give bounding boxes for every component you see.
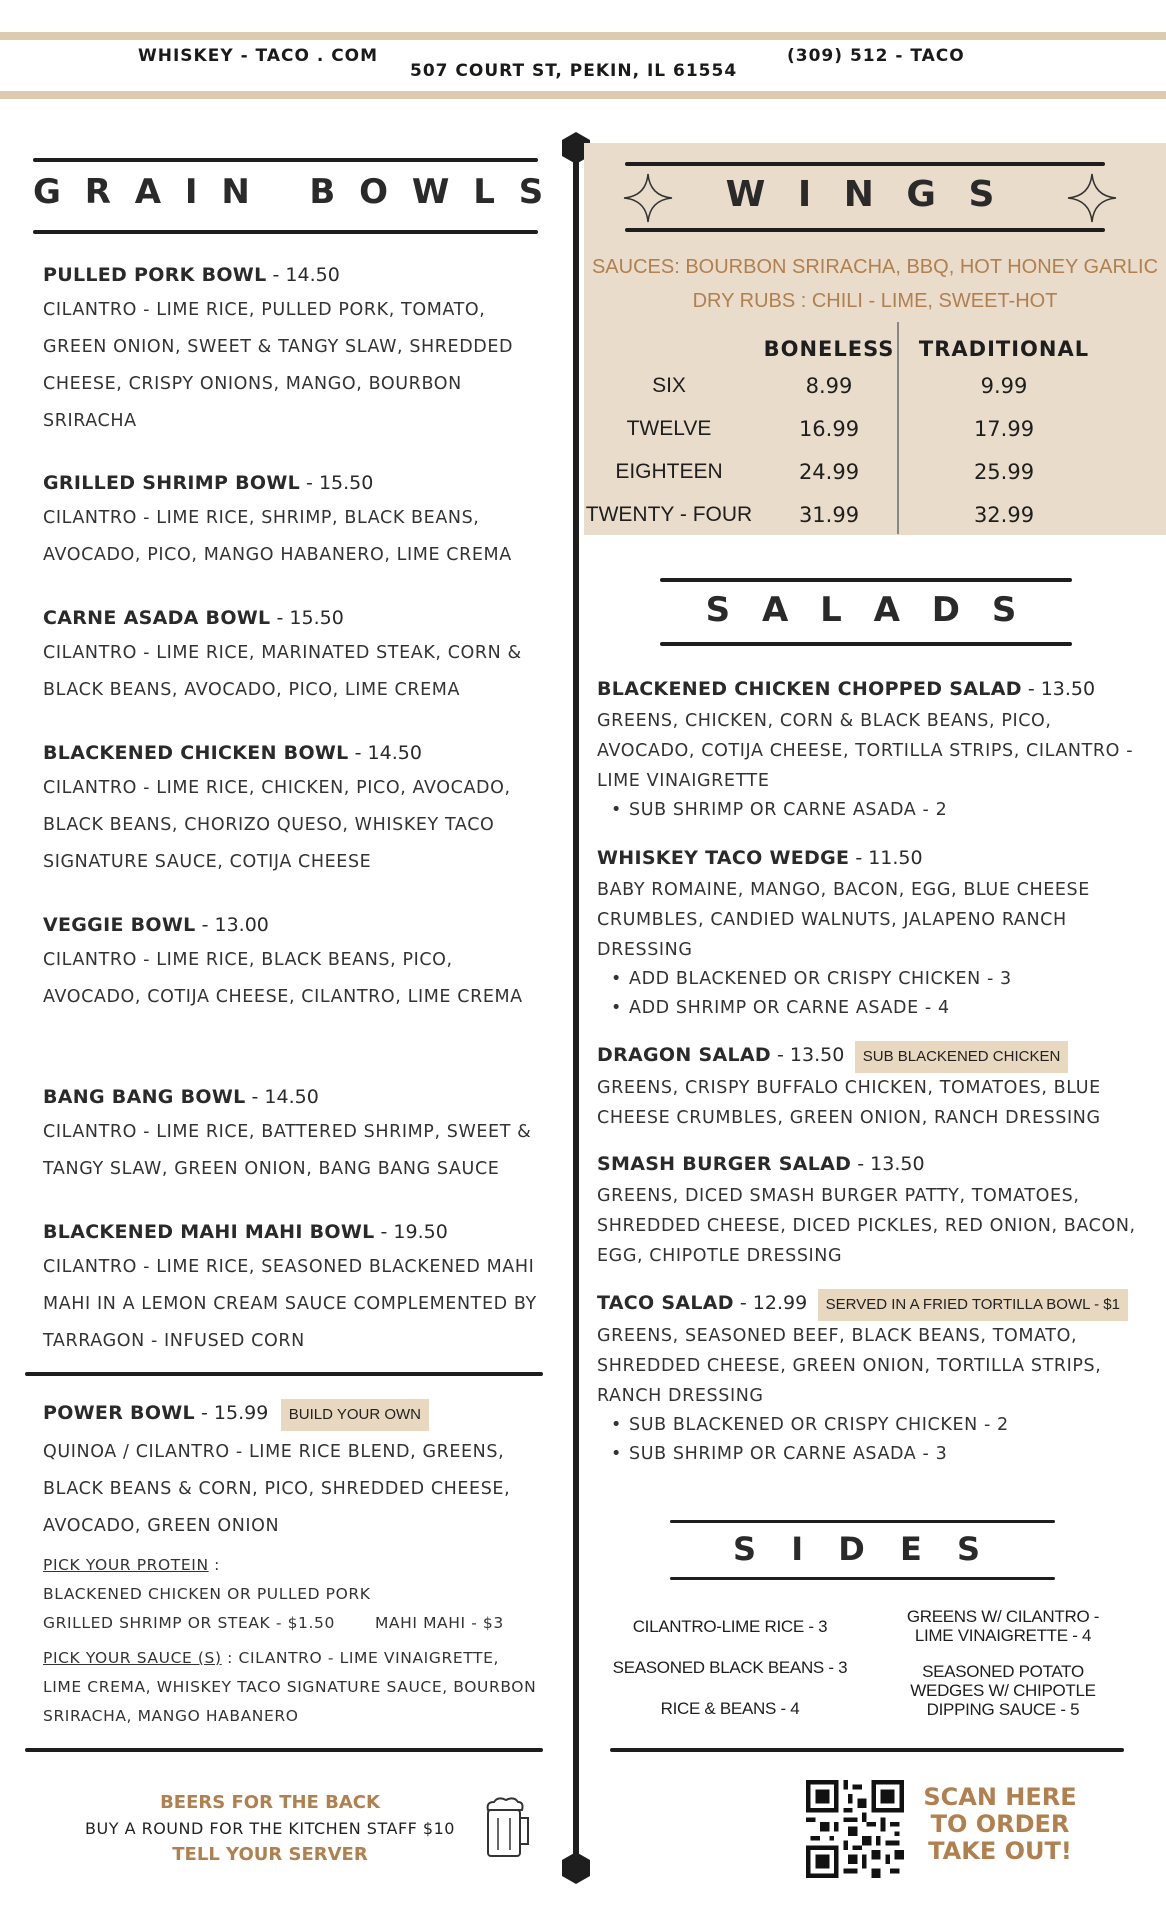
item-name: DRAGON SALAD (597, 1044, 771, 1066)
item-price: - 14.50 (348, 742, 422, 764)
item-price: - 13.50 (851, 1153, 925, 1175)
item-price: - 14.50 (266, 264, 340, 286)
item-options (597, 796, 1152, 825)
item-price: - 19.50 (374, 1221, 448, 1243)
sauce-text: : CILANTRO - LIME VINAIGRETTE, LIME CREMA, WHISKEY TACO SIGNATURE SAUCE, BOURBON SRIRACHA, MANGO HABANERO (43, 1648, 537, 1725)
sides-right-column (893, 1607, 1113, 1719)
address: 507 COURT ST, PEKIN, IL 61554 (410, 61, 738, 81)
item-price: - 15.99 (194, 1402, 269, 1424)
option: • SUB SHRIMP OR CARNE ASADA - 3 (597, 1440, 1152, 1469)
item-desc: CILANTRO - LIME RICE, MARINATED STEAK, CORN & BLACK BEANS, AVOCADO, PICO, LIME CREMA (43, 643, 522, 700)
bowl-item (43, 1082, 548, 1217)
protein-line-mahi: MAHI MAHI - $3 (374, 1613, 504, 1632)
option: • SUB BLACKENED OR CRISPY CHICKEN - 2 (597, 1411, 1152, 1440)
sides-title: S I D E S (733, 1530, 992, 1568)
item-price: - 13.00 (195, 914, 269, 936)
item-price: - 13.50 (770, 1044, 845, 1066)
scan-line: SCAN HERE (923, 1783, 1077, 1811)
item-desc: CILANTRO - LIME RICE, BATTERED SHRIMP, SWEET & TANGY SLAW, GREEN ONION, BANG BANG SAUCE (43, 1122, 532, 1179)
wing-size: EIGHTEEN (615, 459, 723, 483)
item-name: BLACKENED MAHI MAHI BOWL (43, 1221, 375, 1243)
grain-bowls-rule-top (33, 158, 538, 162)
item-options (597, 1411, 1152, 1469)
wings-sauces: SAUCES: BOURBON SRIRACHA, BBQ, HOT HONEY GARLIC (591, 256, 1159, 278)
qr-code-icon[interactable] (806, 1780, 904, 1878)
beer-mug-icon (482, 1796, 532, 1860)
sides-rule-bottom (670, 1577, 1055, 1580)
traditional-price: 25.99 (973, 459, 1035, 484)
col-size (584, 334, 754, 364)
bowl-item (43, 738, 548, 910)
boneless-price: 8.99 (805, 373, 853, 398)
item-name: POWER BOWL (43, 1402, 195, 1424)
sub-blackened-chicken-tag: SUB BLACKENED CHICKEN (855, 1041, 1069, 1073)
traditional-price: 9.99 (980, 373, 1028, 398)
protein-line: GRILLED SHRIMP OR STEAK - $1.50 (43, 1613, 335, 1632)
item-name: SMASH BURGER SALAD (597, 1153, 852, 1175)
traditional-price: 32.99 (973, 502, 1035, 527)
left-bottom-divider (25, 1748, 543, 1752)
salad-item (597, 1040, 1152, 1149)
option: • SUB SHRIMP OR CARNE ASADA - 2 (597, 796, 1152, 825)
item-price: - 12.99 (733, 1292, 808, 1314)
sauce-options (43, 1644, 543, 1731)
sauce-label: PICK YOUR SAUCE (S) (43, 1648, 222, 1667)
wings-dry-rubs: DRY RUBS : CHILI - LIME, SWEET-HOT (692, 290, 1058, 312)
col-boneless: BONELESS (763, 337, 895, 361)
wings-rule-top (625, 162, 1105, 166)
sparkle-right-icon (1066, 172, 1118, 224)
grain-bowls-list (43, 260, 548, 1360)
beers-cta: TELL YOUR SERVER (172, 1844, 368, 1865)
side-item: CILANTRO-LIME RICE - 3 (632, 1617, 828, 1636)
item-desc: GREENS, SEASONED BEEF, BLACK BEANS, TOMATO, SHREDDED CHEESE, GREEN ONION, TORTILLA STRIPS, RANCH DRESSING (597, 1325, 1102, 1406)
salad-item (597, 1149, 1152, 1288)
traditional-price: 17.99 (973, 416, 1035, 441)
item-name: BLACKENED CHICKEN BOWL (43, 742, 349, 764)
item-price: - 13.50 (1021, 678, 1096, 700)
item-price: - 14.50 (245, 1086, 319, 1108)
item-desc: QUINOA / CILANTRO - LIME RICE BLEND, GREENS, BLACK BEANS & CORN, PICO, SHREDDED CHEESE, AVOCADO, GREEN ONION (43, 1441, 511, 1536)
side-item: SEASONED BLACK BEANS - 3 (612, 1658, 848, 1677)
salads-rule-bottom (660, 642, 1072, 646)
wing-size: TWENTY - FOUR (585, 502, 753, 526)
website-link[interactable]: WHISKEY - TACO . COM (138, 46, 379, 66)
grain-bowls-title: G R A I N B O W L S (33, 172, 550, 212)
item-desc: CILANTRO - LIME RICE, SEASONED BLACKENED MAHI MAHI IN A LEMON CREAM SAUCE COMPLEMENTED BY TARRAGON - INFUSED CORN (43, 1257, 537, 1351)
salads-title: S A L A D S (705, 590, 1027, 630)
wing-size: TWELVE (626, 416, 712, 440)
salad-item (597, 1288, 1152, 1469)
wings-row (584, 450, 1104, 493)
item-price: - 15.50 (270, 607, 344, 629)
item-name: GRILLED SHRIMP BOWL (43, 472, 301, 494)
beers-title: BEERS FOR THE BACK (160, 1792, 380, 1813)
item-price: - 11.50 (849, 847, 923, 869)
item-desc: CILANTRO - LIME RICE, SHRIMP, BLACK BEANS, AVOCADO, PICO, MANGO HABANERO, LIME CREMA (43, 508, 512, 565)
scan-line: TO ORDER (930, 1810, 1070, 1838)
tortilla-bowl-tag: SERVED IN A FRIED TORTILLA BOWL - $1 (818, 1289, 1128, 1321)
side-item: SEASONED POTATO WEDGES W/ CHIPOTLE DIPPING SAUCE - 5 (910, 1662, 1096, 1719)
wings-title: W I N G S (725, 174, 1005, 215)
item-price: - 15.50 (300, 472, 374, 494)
protein-line: BLACKENED CHICKEN OR PULLED PORK (43, 1584, 371, 1603)
right-bottom-divider (610, 1748, 1124, 1752)
protein-options (43, 1551, 548, 1638)
wings-row (584, 407, 1104, 450)
phone[interactable]: (309) 512 - TACO (787, 46, 965, 66)
wing-size: SIX (652, 373, 686, 397)
protein-label: PICK YOUR PROTEIN (43, 1555, 209, 1574)
sides-rule-top (670, 1520, 1055, 1523)
item-name: VEGGIE BOWL (43, 914, 196, 936)
bowl-item (43, 603, 548, 738)
boneless-price: 24.99 (798, 459, 860, 484)
salads-rule-top (660, 578, 1072, 582)
header-top-bar (0, 32, 1166, 40)
item-name: PULLED PORK BOWL (43, 264, 267, 286)
item-desc: GREENS, DICED SMASH BURGER PATTY, TOMATOES, SHREDDED CHEESE, DICED PICKLES, RED ONION, BACON, EGG, CHIPOTLE DRESSING (597, 1186, 1136, 1266)
power-bowl-section (43, 1398, 548, 1731)
divider-bottom-hex (562, 1852, 590, 1884)
boneless-price: 31.99 (798, 502, 860, 527)
power-bowl-divider (25, 1372, 543, 1376)
scan-line: TAKE OUT! (928, 1837, 1072, 1865)
side-item: RICE & BEANS - 4 (660, 1699, 800, 1718)
wings-row (584, 364, 1104, 407)
scan-to-order[interactable] (920, 1784, 1080, 1865)
item-options (597, 965, 1152, 1023)
center-divider (573, 140, 579, 1860)
item-desc: GREENS, CRISPY BUFFALO CHICKEN, TOMATOES, BLUE CHEESE CRUMBLES, GREEN ONION, RANCH DRESSING (597, 1077, 1101, 1128)
grain-bowls-rule-bottom (33, 230, 538, 234)
salad-item (597, 843, 1152, 1040)
item-name: BANG BANG BOWL (43, 1086, 246, 1108)
bowl-item (43, 1217, 548, 1360)
side-item: GREENS W/ CILANTRO - LIME VINAIGRETTE - 4 (906, 1607, 1100, 1645)
beers-line: BUY A ROUND FOR THE KITCHEN STAFF $10 (85, 1819, 455, 1838)
sides-left-column (595, 1606, 865, 1729)
option: • ADD BLACKENED OR CRISPY CHICKEN - 3 (597, 965, 1152, 994)
wings-rule-bottom (625, 228, 1105, 232)
item-name: CARNE ASADA BOWL (43, 607, 271, 629)
wings-row (584, 493, 1104, 536)
salads-list (597, 674, 1152, 1469)
bowl-item (43, 910, 548, 1082)
item-name: TACO SALAD (597, 1292, 734, 1314)
item-desc: CILANTRO - LIME RICE, BLACK BEANS, PICO, AVOCADO, COTIJA CHEESE, CILANTRO, LIME CREMA (43, 950, 523, 1007)
wings-price-table (584, 334, 1104, 536)
item-desc: BABY ROMAINE, MANGO, BACON, EGG, BLUE CHEESE CRUMBLES, CANDIED WALNUTS, JALAPENO RANCH DRESSING (597, 880, 1090, 960)
salad-item (597, 674, 1152, 843)
boneless-price: 16.99 (798, 416, 860, 441)
col-traditional: TRADITIONAL (918, 337, 1090, 361)
item-name: WHISKEY TACO WEDGE (597, 847, 850, 869)
item-desc: CILANTRO - LIME RICE, PULLED PORK, TOMATO, GREEN ONION, SWEET & TANGY SLAW, SHREDDED CHEESE, CRISPY ONIONS, MANGO, BOURBON SRIRACHA (43, 300, 514, 431)
item-desc: GREENS, CHICKEN, CORN & BLACK BEANS, PICO, AVOCADO, COTIJA CHEESE, TORTILLA STRIPS, CILANTRO - LIME VINAIGRETTE (597, 711, 1134, 791)
build-your-own-tag: BUILD YOUR OWN (281, 1399, 429, 1431)
item-name: BLACKENED CHICKEN CHOPPED SALAD (597, 678, 1022, 700)
beers-section (60, 1790, 480, 1868)
item-desc: CILANTRO - LIME RICE, CHICKEN, PICO, AVOCADO, BLACK BEANS, CHORIZO QUESO, WHISKEY TACO SIGNATURE SAUCE, COTIJA CHEESE (43, 778, 511, 872)
header-bottom-bar (0, 91, 1166, 99)
option: • ADD SHRIMP OR CARNE ASADE - 4 (597, 994, 1152, 1023)
bowl-item (43, 260, 548, 468)
bowl-item (43, 468, 548, 603)
protein-colon: : (208, 1555, 220, 1574)
